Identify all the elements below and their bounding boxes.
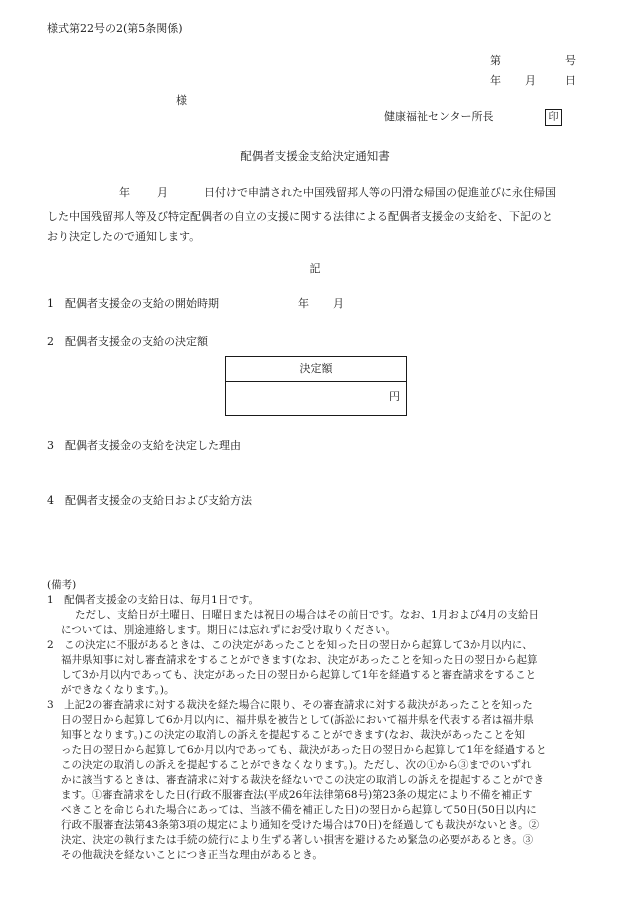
item-decided-amount: 2 配偶者支援金の支給の決定額 <box>47 335 208 348</box>
intro-text-line: 日付けで申請された中国残留邦人等の円滑な帰国の促進並びに永住帰国 <box>204 186 556 199</box>
note-line: 知事となります。)この決定の取消しの訴えを提起することができます(なお、裁決があったことを知 <box>61 729 525 741</box>
note-line: 1 配偶者支援金の支給日は、毎月1日です。 <box>47 594 260 606</box>
note-line: その他裁決を経ないことにつき正当な理由があるとき。 <box>61 849 323 861</box>
note-line: べきことを命じられた場合にあっては、当該不備を補正した日)の翌日から起算して50日(50日以内に <box>61 804 537 816</box>
note-line: ます。①審査請求をした日(行政不服審査法(平成26年法律第68号)第23条の規定により不備を補正す <box>61 789 533 801</box>
intro-year-label: 年 <box>119 186 130 199</box>
note-line: かに該当するときは、審査請求に対する裁決を経ないでこの決定の取消しの訴えを提起することができ <box>61 774 544 786</box>
form-number: 様式第22号の2(第5条関係) <box>47 22 183 35</box>
document-number-suffix: 号 <box>565 54 576 67</box>
item-payment-method: 4 配偶者支援金の支給日および支給方法 <box>47 494 252 507</box>
item-start-year-label: 年 <box>298 297 309 310</box>
document-number-label: 第 <box>490 54 501 67</box>
note-line: この決定の取消しの訴えを提起することができなくなります。)。ただし、次の①から③までのいずれ <box>61 759 532 771</box>
notes-section <box>47 578 547 863</box>
amount-table-header: 決定額 <box>226 357 406 382</box>
note-line: 日の翌日から起算して6か月以内に、福井県を被告として(訴訟において福井県を代表する者は福井県 <box>61 714 534 726</box>
note-line: ただし、支給日が土曜日、日曜日または祝日の場合はその前日です。なお、1月および4月の支給日 <box>75 609 540 621</box>
amount-unit: 円 <box>389 390 400 403</box>
notes-heading: (備考) <box>47 579 77 591</box>
note-line: 行政不服審査法第43条第3項の規定により通知を受けた場合は70日)を経過しても裁決がないとき。② <box>61 819 540 831</box>
amount-table <box>225 356 407 416</box>
document-title: 配偶者支援金支給決定通知書 <box>240 149 390 163</box>
note-line: して3か月以内であっても、決定があった日の翌日から起算して1年を経過すると審査請求をすること <box>61 669 537 681</box>
note-line: 3 上記2の審査請求に対する裁決を経た場合に限り、その審査請求に対する裁決があったことを知った <box>47 699 533 711</box>
note-line: った日の翌日から起算して6か月以内であっても、裁決があった日の翌日から起算して1年を経過すると <box>61 744 547 756</box>
sender-title: 健康福祉センター所長 <box>384 110 494 123</box>
date-day-label: 日 <box>565 74 576 87</box>
date-month-label: 月 <box>525 74 536 87</box>
seal-mark: 印 <box>545 109 562 126</box>
note-line: ができなくなります。)。 <box>61 684 175 696</box>
item-start-month-label: 月 <box>333 297 344 310</box>
date-year-label: 年 <box>490 74 501 87</box>
item-start-period: 1 配偶者支援金の支給の開始時期 <box>47 297 219 310</box>
note-line: 決定、決定の執行または手続の続行により生ずる著しい損害を避けるため緊急の必要があるとき。③ <box>61 834 534 846</box>
item-decision-reason: 3 配偶者支援金の支給を決定した理由 <box>47 439 241 452</box>
note-line: 福井県知事に対し審査請求をすることができます(なお、決定があったことを知った日の翌日から起算 <box>61 654 538 666</box>
addressee-honorific: 様 <box>176 94 187 107</box>
intro-paragraph <box>47 207 553 247</box>
record-heading: 記 <box>309 262 321 275</box>
intro-text-line: した中国残留邦人等及び特定配偶者の自立の支援に関する法律による配偶者支援金の支給を、下記のと <box>47 210 553 223</box>
intro-month-label: 月 <box>157 186 168 199</box>
note-line: については、別途連絡します。期日には忘れずにお受け取りください。 <box>61 624 396 636</box>
intro-text-line: おり決定したので通知します。 <box>47 230 201 243</box>
note-line: 2 この決定に不服があるときは、この決定があったことを知った日の翌日から起算して3か月以内に、 <box>47 639 533 651</box>
